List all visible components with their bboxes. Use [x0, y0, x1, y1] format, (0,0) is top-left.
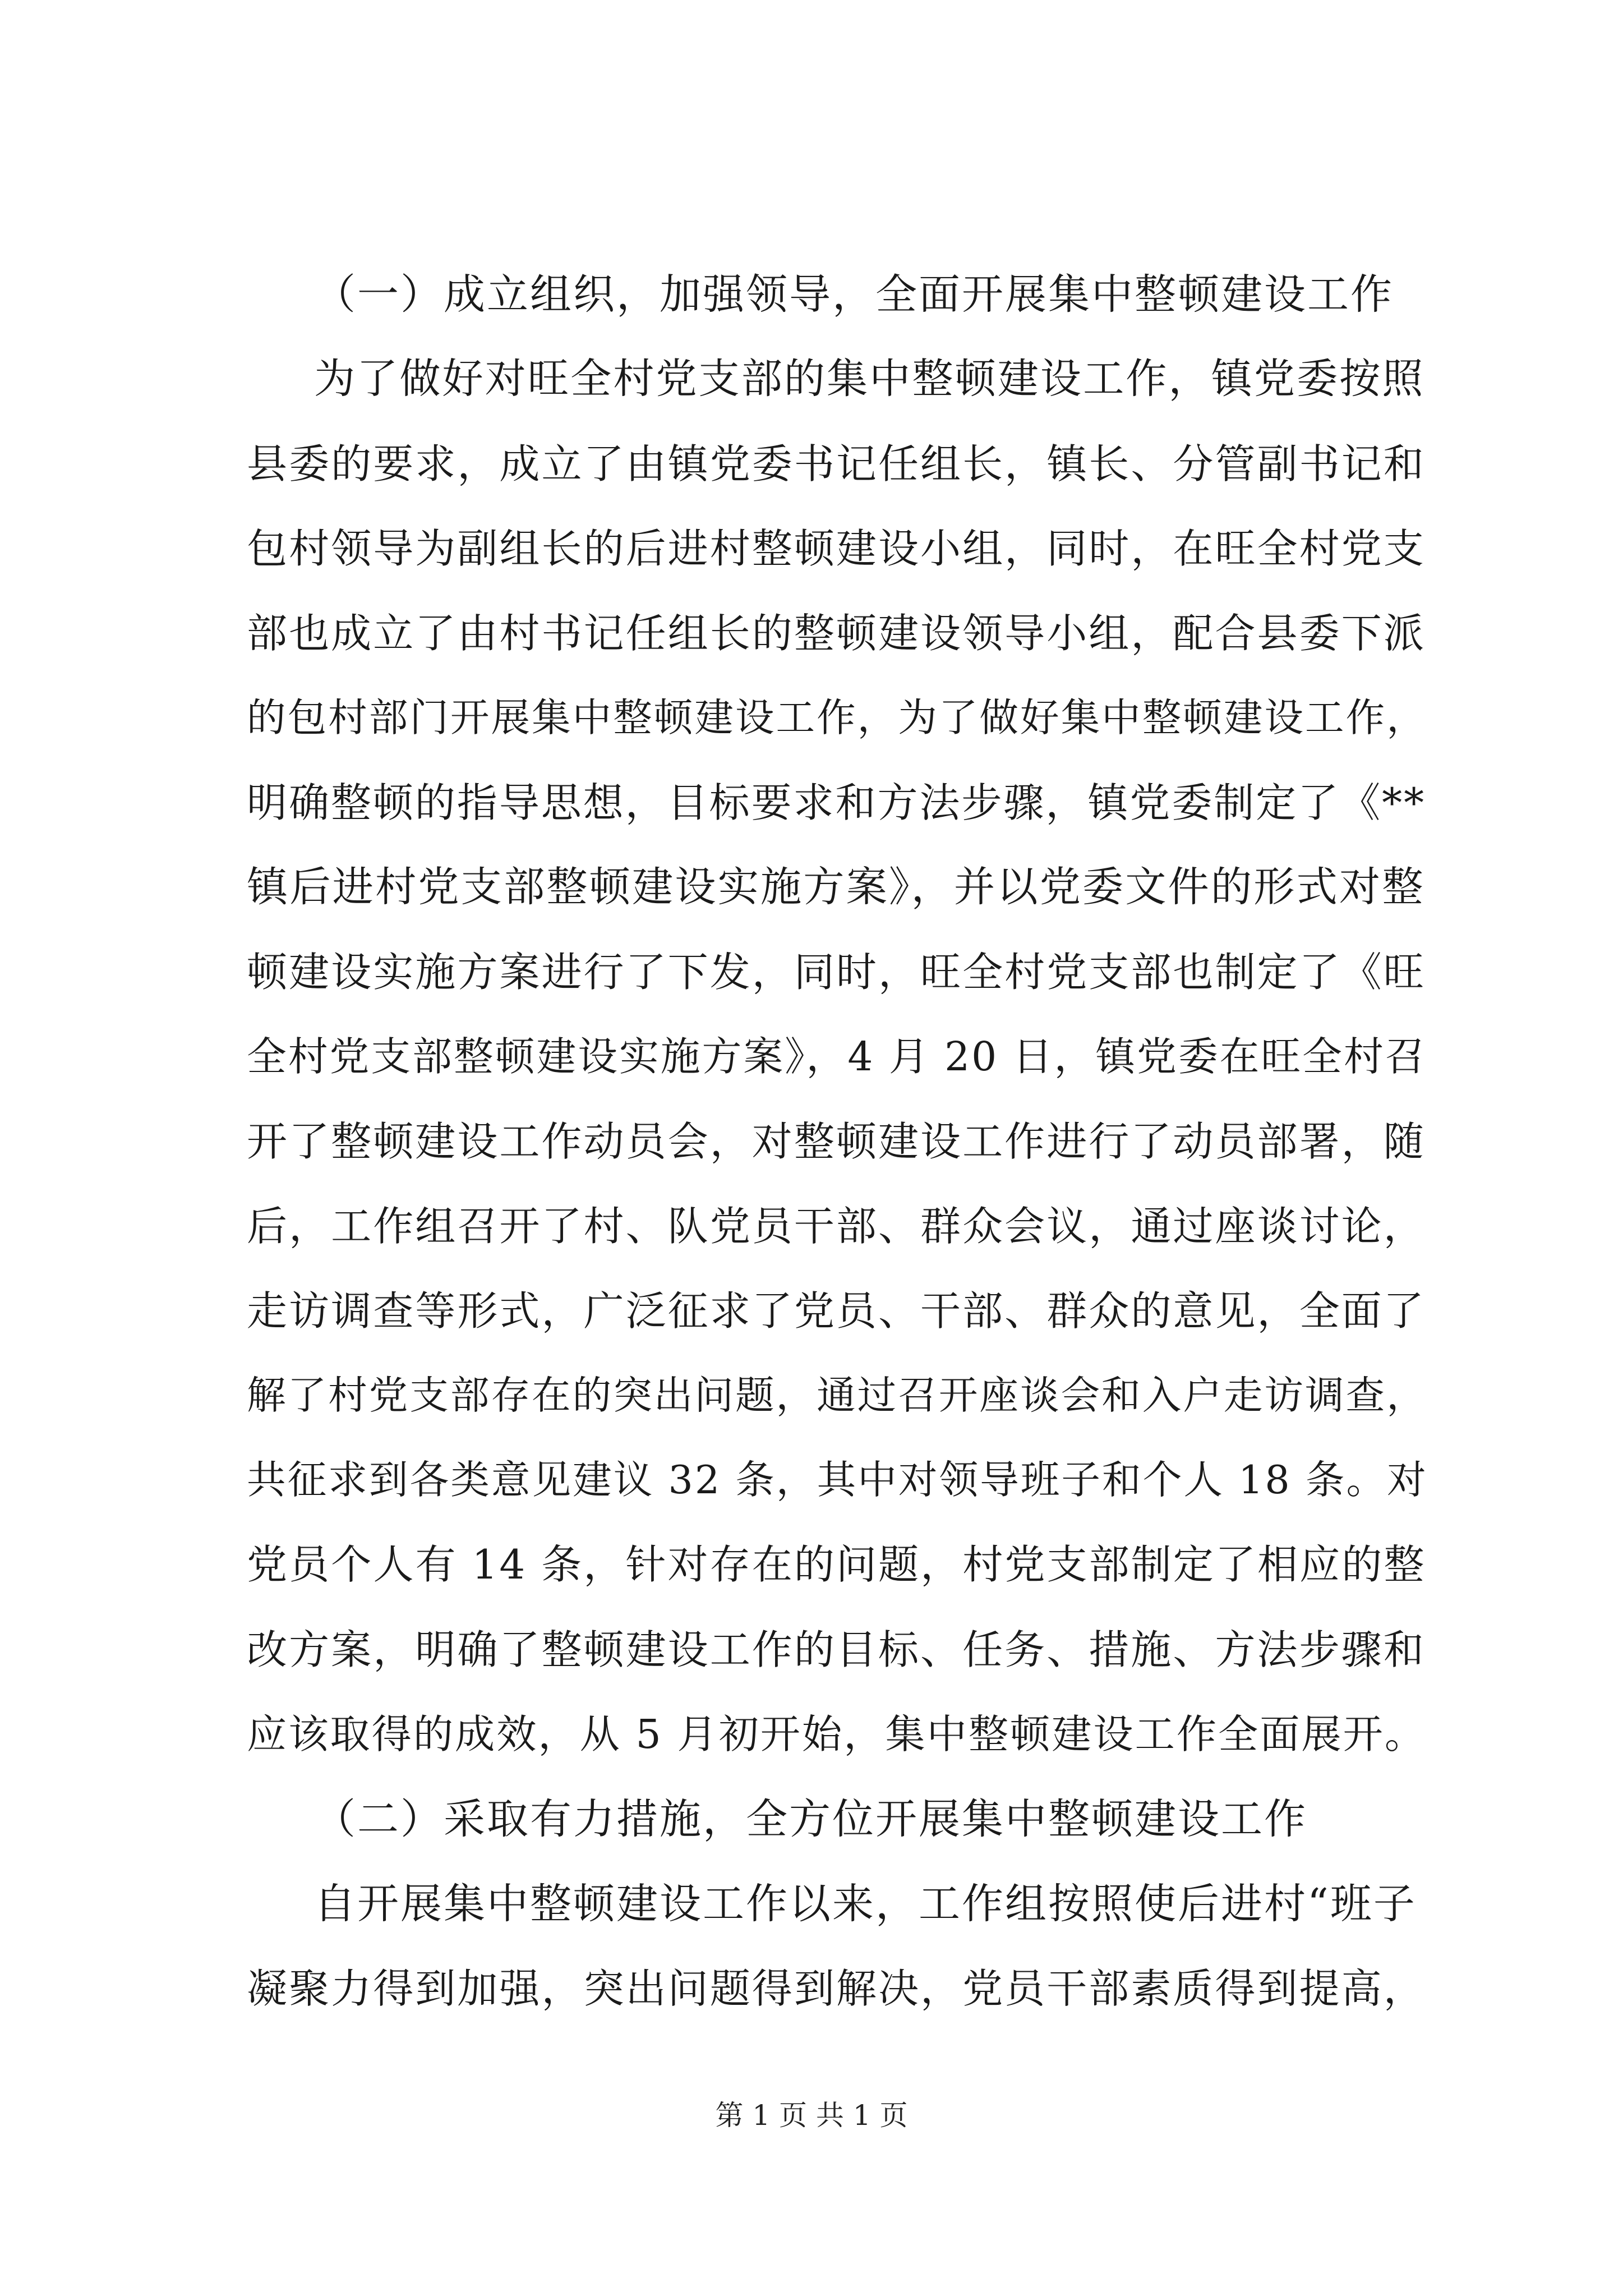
paragraph-line: 顿建设实施方案进行了下发，同时，旺全村党支部也制定了《旺 [247, 949, 1426, 996]
heading-1: （一）成立组织，加强领导，全面开展集中整顿建设工作 [314, 270, 1394, 319]
paragraph-line: 的包村部门开展集中整顿建设工作，为了做好集中整顿建设工作， [247, 695, 1427, 740]
paragraph-line: 为了做好对旺全村党支部的集中整顿建设工作，镇党委按照 [314, 355, 1425, 403]
paragraph-line: 全村党支部整顿建设实施方案》，4 月 20 日，镇党委在旺全村召 [247, 1033, 1427, 1080]
paragraph-line: 共征求到各类意见建议 32 条，其中对领导班子和个人 18 条。对 [247, 1457, 1428, 1503]
paragraph-line: 解了村党支部存在的突出问题，通过召开座谈会和入户走访调查， [247, 1373, 1427, 1418]
paragraph-line: 县委的要求，成立了由镇党委书记任组长，镇长、分管副书记和 [247, 440, 1426, 487]
paragraph-line: 包村领导为副组长的后进村整顿建设小组，同时，在旺全村党支 [247, 525, 1426, 572]
paragraph-line: 部也成立了由村书记任组长的整顿建设领导小组，配合县委下派 [247, 610, 1426, 657]
paragraph-line: 开了整顿建设工作动员会，对整顿建设工作进行了动员部署，随 [247, 1118, 1426, 1165]
paragraph-line: 后，工作组召开了村、队党员干部、群众会议，通过座谈讨论， [247, 1203, 1426, 1250]
paragraph-line: 明确整顿的指导思想，目标要求和方法步骤，镇党委制定了《** [247, 779, 1426, 826]
paragraph-line: 走访调查等形式，广泛征求了党员、干部、群众的意见，全面了 [247, 1287, 1426, 1335]
paragraph-line: 镇后进村党支部整顿建设实施方案》，并以党委文件的形式对整 [247, 863, 1425, 911]
heading-2: （二）采取有力措施，全方位开展集中整顿建设工作 [314, 1795, 1307, 1843]
paragraph-line: 党员个人有 14 条，针对存在的问题，村党支部制定了相应的整 [247, 1542, 1426, 1589]
paragraph-line: 凝聚力得到加强，突出问题得到解决，党员干部素质得到提高， [247, 1965, 1426, 2012]
paragraph-line: 应该取得的成效，从 5 月初开始，集中整顿建设工作全面展开。 [247, 1711, 1427, 1757]
page-number-footer: 第 1 页 共 1 页 [715, 2099, 908, 2132]
paragraph-line: 改方案，明确了整顿建设工作的目标、任务、措施、方法步骤和 [247, 1626, 1426, 1673]
paragraph-line: 自开展集中整顿建设工作以来，工作组按照使后进村“班子 [314, 1880, 1417, 1928]
